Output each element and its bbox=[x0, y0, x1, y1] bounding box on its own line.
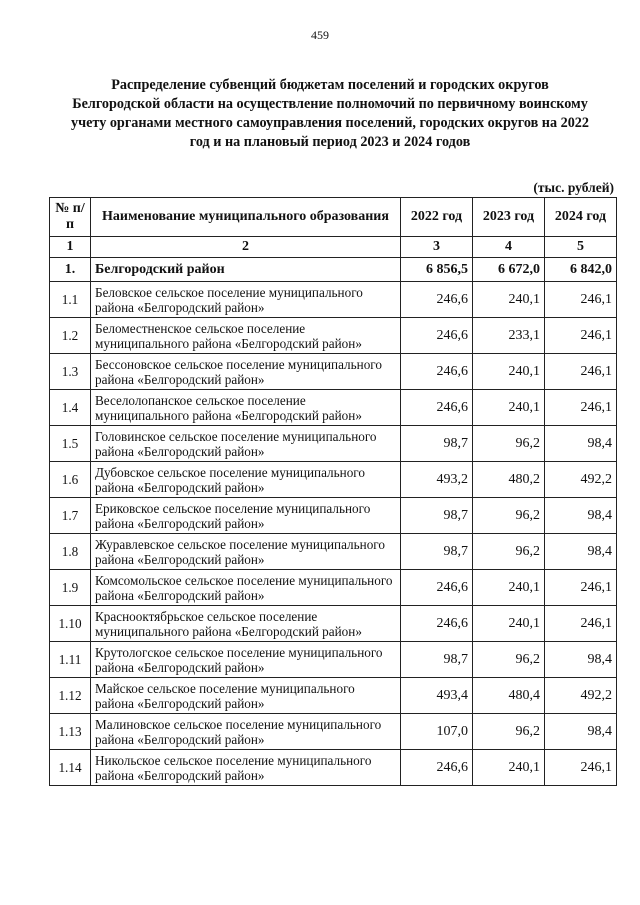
value-2023: 240,1 bbox=[473, 282, 545, 318]
row-number: 1.9 bbox=[50, 570, 91, 606]
row-number: 1. bbox=[50, 258, 91, 282]
settlement-name: Журавлевское сельское поселение муниципального района «Белгородский район» bbox=[91, 534, 401, 570]
settlement-name: Ериковское сельское поселение муниципального района «Белгородский район» bbox=[91, 498, 401, 534]
row-number: 1.8 bbox=[50, 534, 91, 570]
value-2023: 240,1 bbox=[473, 354, 545, 390]
value-2024: 98,4 bbox=[545, 534, 617, 570]
settlement-name: Бессоновское сельское поселение муниципального района «Белгородский район» bbox=[91, 354, 401, 390]
value-2022: 246,6 bbox=[401, 318, 473, 354]
value-2022: 107,0 bbox=[401, 714, 473, 750]
index-cell: 2 bbox=[91, 237, 401, 258]
row-number: 1.14 bbox=[50, 750, 91, 786]
row-number: 1.5 bbox=[50, 426, 91, 462]
value-2023: 96,2 bbox=[473, 498, 545, 534]
settlement-name: Крутологское сельское поселение муниципального района «Белгородский район» bbox=[91, 642, 401, 678]
table-row bbox=[50, 426, 617, 462]
row-number: 1.1 bbox=[50, 282, 91, 318]
value-2024: 492,2 bbox=[545, 678, 617, 714]
value-2024: 246,1 bbox=[545, 354, 617, 390]
value-2023: 96,2 bbox=[473, 714, 545, 750]
table-row bbox=[50, 462, 617, 498]
row-number: 1.11 bbox=[50, 642, 91, 678]
row-number: 1.13 bbox=[50, 714, 91, 750]
value-2023: 96,2 bbox=[473, 642, 545, 678]
row-number: 1.7 bbox=[50, 498, 91, 534]
row-number: 1.2 bbox=[50, 318, 91, 354]
index-cell: 4 bbox=[473, 237, 545, 258]
value-2024: 98,4 bbox=[545, 642, 617, 678]
index-cell: 3 bbox=[401, 237, 473, 258]
value-2022: 246,6 bbox=[401, 570, 473, 606]
settlement-name: Веселолопанское сельское поселение муниципального района «Белгородский район» bbox=[91, 390, 401, 426]
value-2022: 98,7 bbox=[401, 498, 473, 534]
value-2022: 98,7 bbox=[401, 534, 473, 570]
row-number: 1.12 bbox=[50, 678, 91, 714]
row-number: 1.10 bbox=[50, 606, 91, 642]
settlement-name: Никольское сельское поселение муниципального района «Белгородский район» bbox=[91, 750, 401, 786]
document-title: Распределение субвенций бюджетам поселений и городских округов Белгородской области на осуществление полномочий по первичному воинскому учету органами местного самоуправления поселений, городских округов на 2022 год и на плановый период 2023 и 2024 годов bbox=[71, 77, 589, 150]
table-row bbox=[50, 570, 617, 606]
page-number: 459 bbox=[311, 28, 329, 42]
units-label: (тыс. рублей) bbox=[533, 180, 614, 195]
value-2024: 98,4 bbox=[545, 498, 617, 534]
table-row bbox=[50, 534, 617, 570]
value-2023: 480,2 bbox=[473, 462, 545, 498]
value-2022: 246,6 bbox=[401, 354, 473, 390]
table-row bbox=[50, 750, 617, 786]
index-cell: 1 bbox=[50, 237, 91, 258]
value-2023: 240,1 bbox=[473, 750, 545, 786]
value-2022: 246,6 bbox=[401, 282, 473, 318]
table-row bbox=[50, 498, 617, 534]
settlement-name: Майское сельское поселение муниципального района «Белгородский район» bbox=[91, 678, 401, 714]
value-2023: 240,1 bbox=[473, 570, 545, 606]
value-2023: 233,1 bbox=[473, 318, 545, 354]
value-2024: 246,1 bbox=[545, 570, 617, 606]
value-2023: 96,2 bbox=[473, 534, 545, 570]
value-2022: 493,4 bbox=[401, 678, 473, 714]
table-row bbox=[50, 714, 617, 750]
value-2023: 240,1 bbox=[473, 390, 545, 426]
value-2022: 246,6 bbox=[401, 606, 473, 642]
settlement-name: Беловское сельское поселение муниципального района «Белгородский район» bbox=[91, 282, 401, 318]
table-row bbox=[50, 354, 617, 390]
value-2024: 246,1 bbox=[545, 606, 617, 642]
row-number: 1.4 bbox=[50, 390, 91, 426]
table-header-row bbox=[50, 198, 617, 237]
value-2023: 96,2 bbox=[473, 426, 545, 462]
value-2024: 98,4 bbox=[545, 714, 617, 750]
value-2023: 240,1 bbox=[473, 606, 545, 642]
settlement-name: Дубовское сельское поселение муниципального района «Белгородский район» bbox=[91, 462, 401, 498]
header-2023: 2023 год bbox=[473, 198, 545, 237]
header-2024: 2024 год bbox=[545, 198, 617, 237]
index-cell: 5 bbox=[545, 237, 617, 258]
table-row bbox=[50, 318, 617, 354]
table-row bbox=[50, 642, 617, 678]
table-row bbox=[50, 606, 617, 642]
settlement-name: Малиновское сельское поселение муниципального района «Белгородский район» bbox=[91, 714, 401, 750]
value-2022: 6 856,5 bbox=[401, 258, 473, 282]
row-number: 1.3 bbox=[50, 354, 91, 390]
table-row bbox=[50, 678, 617, 714]
value-2024: 98,4 bbox=[545, 426, 617, 462]
table-row bbox=[50, 390, 617, 426]
settlement-name: Краснооктябрьское сельское поселение муниципального района «Белгородский район» bbox=[91, 606, 401, 642]
value-2023: 480,4 bbox=[473, 678, 545, 714]
value-2022: 98,7 bbox=[401, 426, 473, 462]
value-2023: 6 672,0 bbox=[473, 258, 545, 282]
header-2022: 2022 год bbox=[401, 198, 473, 237]
value-2022: 493,2 bbox=[401, 462, 473, 498]
value-2024: 246,1 bbox=[545, 750, 617, 786]
header-name: Наименование муниципального образования bbox=[91, 198, 401, 237]
district-name: Белгородский район bbox=[91, 258, 401, 282]
subvention-table bbox=[49, 197, 617, 786]
value-2022: 246,6 bbox=[401, 390, 473, 426]
value-2024: 492,2 bbox=[545, 462, 617, 498]
value-2022: 246,6 bbox=[401, 750, 473, 786]
settlement-name: Комсомольское сельское поселение муниципального района «Белгородский район» bbox=[91, 570, 401, 606]
settlement-name: Беломестненское сельское поселение муниципального района «Белгородский район» bbox=[91, 318, 401, 354]
settlement-name: Головинское сельское поселение муниципального района «Белгородский район» bbox=[91, 426, 401, 462]
value-2022: 98,7 bbox=[401, 642, 473, 678]
header-number: № п/п bbox=[50, 198, 91, 237]
column-index-row bbox=[50, 237, 617, 258]
row-number: 1.6 bbox=[50, 462, 91, 498]
value-2024: 246,1 bbox=[545, 318, 617, 354]
value-2024: 246,1 bbox=[545, 390, 617, 426]
district-total-row bbox=[50, 258, 617, 282]
value-2024: 246,1 bbox=[545, 282, 617, 318]
value-2024: 6 842,0 bbox=[545, 258, 617, 282]
table-row bbox=[50, 282, 617, 318]
